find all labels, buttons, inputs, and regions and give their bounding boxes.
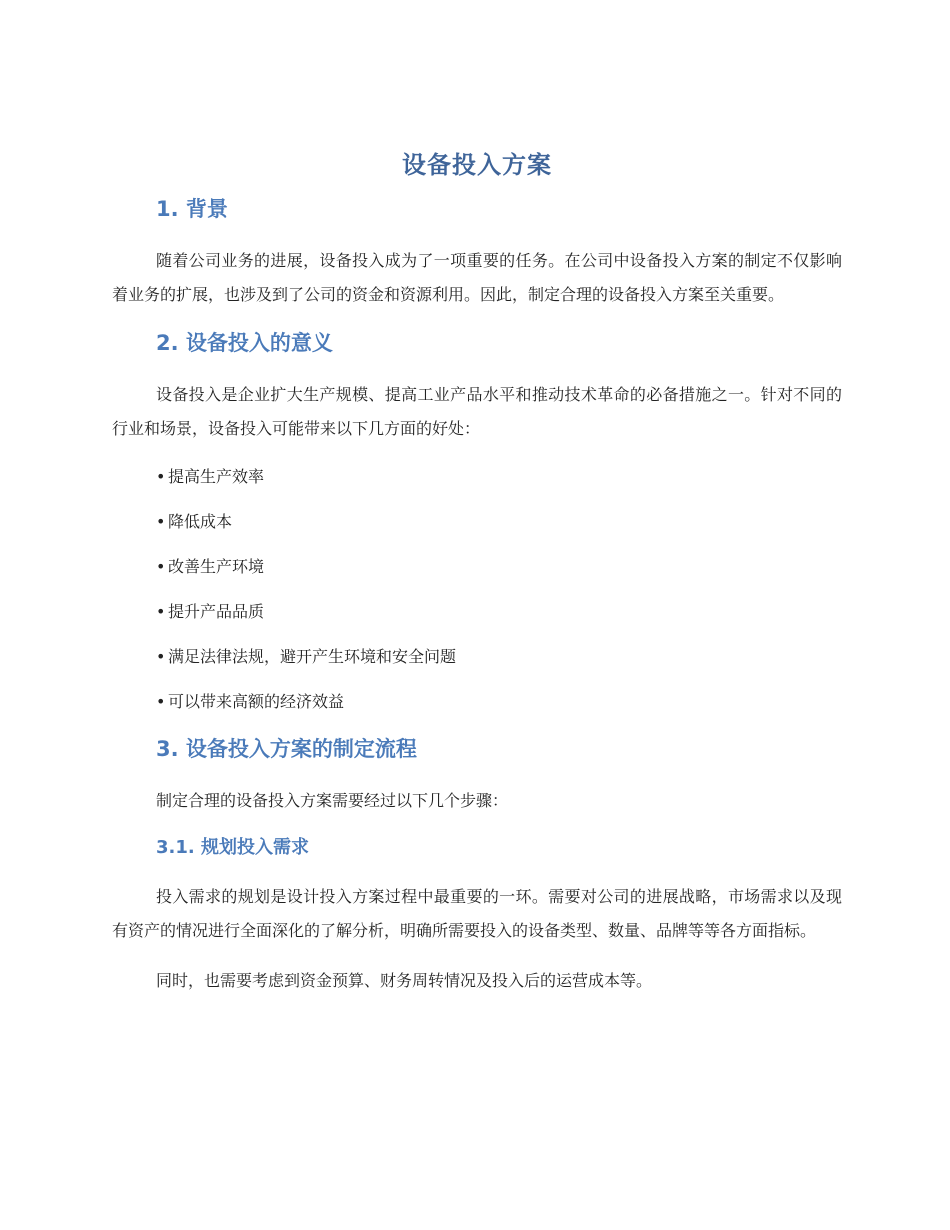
section-heading-process: 3. 设备投入方案的制定流程	[156, 737, 417, 761]
list-item	[156, 599, 842, 624]
list-item	[156, 689, 842, 714]
section-heading-background: 1. 背景	[156, 197, 228, 221]
subsection-heading-planning: 3.1. 规划投入需求	[156, 837, 309, 858]
list-item-text: 改善生产环境	[168, 557, 265, 576]
list-item-text: 提升产品品质	[168, 602, 265, 621]
significance-paragraph: 设备投入是企业扩大生产规模、提高工业产品水平和推动技术革命的必备措施之一。针对不同的行业和场景，设备投入可能带来以下几方面的好处：	[112, 385, 842, 438]
list-item-text: 提高生产效率	[168, 467, 265, 486]
bullet-icon: •	[156, 512, 166, 531]
bullet-icon: •	[156, 647, 166, 666]
list-item-text: 降低成本	[168, 512, 233, 531]
planning-paragraph-2: 同时，也需要考虑到资金预算、财务周转情况及投入后的运营成本等。	[156, 971, 653, 990]
bullet-icon: •	[156, 467, 166, 486]
background-paragraph: 随着公司业务的进展，设备投入成为了一项重要的任务。在公司中设备投入方案的制定不仅影响着业务的扩展，也涉及到了公司的资金和资源利用。因此，制定合理的设备投入方案至关重要。	[112, 251, 842, 304]
list-item	[156, 464, 842, 489]
list-item-text: 满足法律法规，避开产生环境和安全问题	[168, 647, 457, 666]
bullet-icon: •	[156, 557, 166, 576]
benefits-list	[112, 464, 842, 714]
list-item	[156, 554, 842, 579]
document-page	[112, 148, 842, 1014]
planning-paragraph: 投入需求的规划是设计投入方案过程中最重要的一环。需要对公司的进展战略，市场需求以及现有资产的情况进行全面深化的了解分析，明确所需要投入的设备类型、数量、品牌等等各方面指标。	[112, 887, 842, 940]
process-paragraph: 制定合理的设备投入方案需要经过以下几个步骤：	[156, 791, 509, 810]
list-item	[156, 644, 842, 669]
section-heading-significance: 2. 设备投入的意义	[156, 331, 333, 355]
bullet-icon: •	[156, 602, 166, 621]
document-title: 设备投入方案	[402, 151, 552, 179]
list-item-text: 可以带来高额的经济效益	[168, 692, 345, 711]
list-item	[156, 509, 842, 534]
bullet-icon: •	[156, 692, 166, 711]
